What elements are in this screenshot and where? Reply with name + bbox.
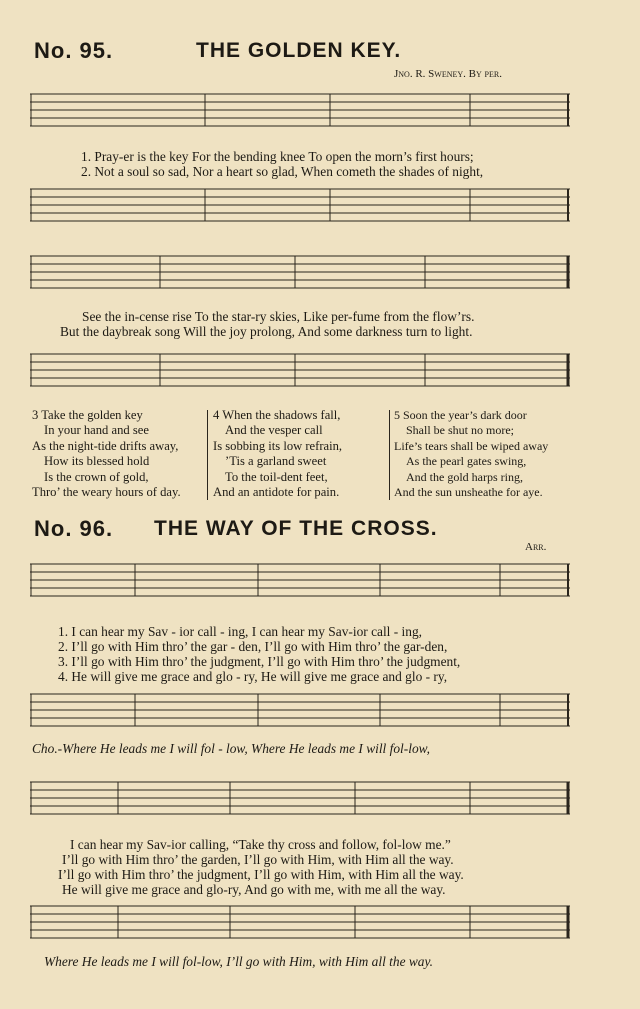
stanza-divider [389, 410, 390, 500]
hymn-96-treble-staff-2 [30, 778, 575, 823]
hymn-95-verse-2: 2. Not a soul so sad, Nor a heart so glad, When cometh the shades of night, [81, 164, 484, 179]
hymn-96-verse-2: 2. I’ll go with Him thro’ the gar - den, I’ll go with Him thro’ the gar-den, [58, 639, 448, 654]
hymn-96-chorus-2: Where He leads me I will fol-low, I’ll go with Him, with Him all the way. [44, 954, 434, 969]
hymn-95-bass-staff-1 [30, 185, 575, 230]
hymn-95-stanza-5: 5 Soon the year’s dark door Shall be shut no more; Life’s tears shall be wiped away As the pearl gates swing, And the gold harps ring, And the sun unsheathe for aye. [394, 408, 549, 500]
hymn-96-number: No. 96. [34, 516, 114, 541]
hymn-95-refrain-1: See the in-cense rise To the star-ry skies, Like per-fume from the flow’rs. [82, 309, 475, 324]
hymn-96-refrain-3: I’ll go with Him thro’ the judgment, I’ll go with Him, with Him all the way. [58, 867, 464, 882]
stanza-divider [207, 410, 208, 500]
hymn-95-treble-staff-1 [30, 90, 575, 135]
hymn-96-credit: Arr. [525, 541, 547, 553]
hymn-96-verse-4: 4. He will give me grace and glo - ry, He will give me grace and glo - ry, [58, 669, 448, 684]
hymn-95-credit: Jno. R. Sweney. By per. [394, 68, 502, 80]
hymn-96-treble-staff-1 [30, 560, 575, 605]
hymn-96-bass-staff-1 [30, 690, 575, 735]
hymn-96-refrain-1: I can hear my Sav-ior calling, “Take thy cross and follow, fol-low me.” [70, 837, 451, 852]
hymn-96-verse-3: 3. I’ll go with Him thro’ the judgment, I’ll go with Him thro’ the judgment, [58, 654, 461, 669]
hymn-96-refrain-4: He will give me grace and glo-ry, And go with me, with me all the way. [62, 882, 446, 897]
hymn-96-refrain-2: I’ll go with Him thro’ the garden, I’ll go with Him, with Him all the way. [62, 852, 454, 867]
hymn-95-number: No. 95. [34, 38, 114, 63]
hymn-96-verse-1: 1. I can hear my Sav - ior call - ing, I can hear my Sav-ior call - ing, [58, 624, 423, 639]
hymn-95-stanza-3: 3 Take the golden key In your hand and see As the night-tide drifts away, How its blessed hold Is the crown of gold, Thro’ the weary hours of day. [32, 408, 181, 500]
hymn-95-title: THE GOLDEN KEY. [196, 39, 402, 62]
hymn-95-verse-1: 1. Pray-er is the key For the bending knee To open the morn’s first hours; [81, 149, 474, 164]
hymn-96-chorus-1: Cho.-Where He leads me I will fol - low, Where He leads me I will fol-low, [32, 741, 430, 756]
hymn-95-stanza-4: 4 When the shadows fall, And the vesper call Is sobbing its low refrain, ’Tis a garland sweet To the toil-dent feet, And an antidote for pain. [213, 408, 343, 500]
hymn-96-title: THE WAY OF THE CROSS. [154, 517, 438, 540]
hymn-95-bass-staff-2 [30, 350, 575, 395]
hymn-95-refrain-2: But the daybreak song Will the joy prolong, And some darkness turn to light. [60, 324, 473, 339]
hymn-96-bass-staff-2 [30, 902, 575, 947]
hymn-95-treble-staff-2 [30, 252, 575, 297]
